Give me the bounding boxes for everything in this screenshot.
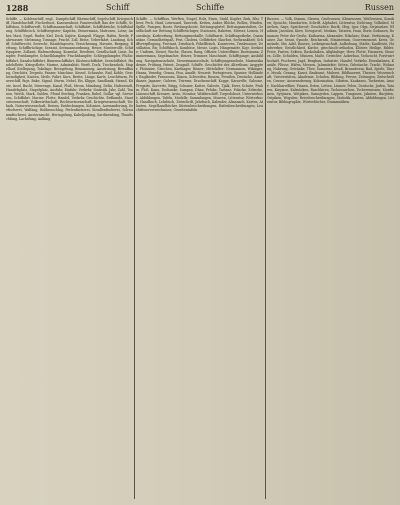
column-heading-middle: Schiffe — [196, 3, 225, 12]
text-column-middle: Schiffe. — Schiffbau, Werften, Stapel, Holz, Eisen, Stahl, Kupfer, Zink, Blei, Theer, Pech, Hanf, Leinwand, Tauwerk, Ketten, Anker, Blöcke, Rollen, Winden, Spille, Pumpen, Boote, Rettungsboote, Rettungsgürtel, Rettungsanstalten, Gesellschaft zur Rettung Schiffbrüchiger, Stationen, Raketen, Mörser, Leinen, Hosenboje, Korbrettung, Rettungsmedaille; Schiffsarzt, Schiffsapotheke, Quarantäne, Gesundheitspaß, Pest, Cholera, Gelbfieber, Skorbut, Seekrankheit; Schiffsverpflegung, Proviant, Zwieback, Pökelfleisch, Konserven, Trinkwasser, Destillation, Eis; Schiffskoch, Kombüse, Messe, Logis, Hängematte, Koje, Seekiste; Uniform, Dienst, Wache, Glasen, Rang, Offizier, Unteroffizier, Bootsmann, Zimmermann, Segelmacher, Heizer, Trimmer, Maschinist, Schiffsjunge; Ausbildung, Navigationsschule, Steuermannsschule, Schiffsjungenschule, Marineakademie, Prüfung, Patent, Zeugniß. Schiffe, Geschichte der, Alterthum: Aegypter, Phönizier, Griechen, Karthager, Römer; Mittelalter: Normannen, Wikinger, Hansa, Venedig, Genua, Pisa, Amalfi; Neuzeit: Portugiesen, Spanier, Holländer, Engländer, Franzosen, Dänen, Schweden, Russen, Preußen, Deutsche, Amerikaner, Japaner; Galeere, Trireme, Drachenschiff, Kogge, Karavelle, Galeone, Fregatte, Korvette, Brigg, Schoner, Kutter, Galeote, Tjalk, Ewer, Schute, Prahm, Floß, Kanu, Dschunke, Sampan, Dhau, Feluke, Tartane, Polacke, Xebecke, Linienschiff, Kreuzer, Aviso, Monitor, Widderschiff, Torpedoboot, Unterseeboot; Abbildungen, Tafeln, Modelle, Sammlungen, Museen, Litteratur, Wörterbuch, Handbuch, Lehrbuch, Zeitschrift, Jahrbuch, Kalender, Almanach, Karten, Atlanten, Segelhandbücher, Küstenbeschreibungen, Hafenbeschreibungen, Leuchtfeuerverzeichnisse, Gezeitentafeln. — [136, 17, 263, 113]
page-header — [6, 2, 394, 14]
column-heading-right: Russen — [364, 3, 394, 12]
text-column-right: Russen. — Volk, Stamm, Slawen, Großrussen, Kleinrussen, Weißrussen, Kosaken; Sprache, Mundarten, Schrift, Alphabet, Litteratur, Dichtung, Volkslied, Märchen, Sage, Sprichwort; Geschichte: Rurik, Oleg, Igor, Olga, Swjatoslaw, Wladimir, Jaroslaw, Kiew, Nowgorod, Moskau, Tataren, Iwan, Boris Godunow, Romanow, Peter der Große, Katharina, Alexander, Nikolaus; Staat, Verfassung, Kaiser, Zar, Senat, Synode, Reichsrath, Ministerium, Gouvernement, Kreis, Gemeinde, Mir, Adel, Bauern, Leibeigenschaft, Aufhebung, Städte, Kaufleute, Handwerker, Geistlichkeit, Kirche, griechisch-orthodox, Klöster, Heilige, Bilder, Feste, Fasten, Sekten, Raskolniken, Altgläubige; Heer, Flotte, Finanzen, Steuern, Zölle, Schulden, Münzen, Maße, Gewichte; Ackerbau, Viehzucht, Forstwirthschaft, Fischerei, Jagd, Bergbau, Industrie, Handel, Verkehr, Eisenbahnen, Kanäle, Flüsse, Häfen, Messen, Jahrmärkte; Sitten, Gebräuche, Tracht, Wohnung, Nahrung, Getränke, Thee, Samowar, Kwaß, Branntwein, Bad, Spiele, Tänze, Musik, Gesang, Kunst, Baukunst, Malerei, Bildhauerei, Theater, Wissenschaft, Universitäten, Akademie, Schulen, Bildung, Presse, Zeitungen, Zeitschriften, Censur; Auswanderung, Kolonisation, Sibirien, Kaukasus, Turkestan, Amur; Nachbarvölker, Finnen, Esten, Letten, Litauer, Polen, Deutsche, Juden, Tataren, Kirgisen, Kalmücken, Baschkiren, Tschuwaschen, Tscheremissen, Mordwinen, Syrjänen, Wotjaken, Samojeden, Lappen, Tungusen, Jakuten, Burjäten, Ostjaken, Wogulen; Reisebeschreibungen, Statistik, Karten, Abbildungen, Litteratur, Bibliographie, Wörterbücher, Grammatiken. — [267, 17, 394, 105]
text-column-left: Schiffe. — Kohlenschiff, engl., Dampfschiff, Rheinschiff, Segelschiff, Kriegsschiff, Handelsschiff, Fischerboot, Kanonenboot, Panzerschiff; Bau der Schiffe, Schiffsbau, Schiffswerft, Schiffsmannschaft, Schiffahrt, Schiffsbrücke, Schiffsladung, Schiffsbruch, Schiffsregister; Kapitän, Steuermann, Matrosen, Lotse; Anker, Mast, Segel, Ruder, Kiel, Deck, Kajüte, Kompaß, Flagge, Hafen, Reede, Fahrwasser, Strömung, Tonnage, Fracht, Zoll, Reise, Ueberfahrt, Landung. Schiff, Schiffsrecht, Seerecht, Handelsgesetz, Versicherung, Havarie, Bergung, Rettung, Schiffbrüchige, Seeamt, Seemannsordnung, Heuer, Musterrolle, Schiffspapiere, Zollamt, Hafenordnung, Konsulat, Reederei, Gesellschaft, Linie, Dampfer, Postdampfer, Schnelldampfer, Frachtdampfer, Schleppdampfer, Flußschiffahrt, Kanalschiffahrt, Binnenschiffahrt, Küstenschiffahrt, Seeschiffahrt, Handelsflotte, Kriegsflotte, Marine, Admiralität, Werft, Dock, Trockendock, Stapellauf, Kiellegung, Takelage, Besegelung, Bemannung, Ausrüstung, Bewaffnung, Geschütz, Torpedo, Panzer, Maschine, Kessel, Schraube, Rad, Kohle, Geschwindigkeit, Knoten, Meile, Fahrt, Kurs, Breite, Länge, Karte, Leuchtturm, Feuerschiff, Boje, Bake, Signal, Sturm, Nebel, Eis, Klippe, Sandbank, Strand, Küste, Insel, Bucht, Meerenge, Kanal, Fluß, Strom, Mündung, Delta, Hafenstadt, Handelsplatz, Stapelplatz, Ausfuhr, Einfuhr, Verkehr, Statistik, Jahr, Zahl, Tonnen, Werth, Mark, Gulden, Pfund Sterling, Franken, Rubel, Dollar; vgl. Seewesen, Schiffahrt, Marine, Flotte, Handel, Verkehr, Geschichte, Erdkunde, Staatswissenschaft, Volkswirthschaft, Rechtswissenschaft, Kriegswissenschaft, Technik, Naturwissenschaft, Reisen, Entdeckungen, Kolonien, Auswanderung, Seefischerei, Walfang, Robbenschlag, Perlenfischerei, Korallenfischerei, Schwammfischerei, Austernzucht, Heringsfang, Kabeljaufang, Sardinenfang, Thunfischfang, Lachsfang, Aalfang. — [6, 17, 133, 121]
column-heading-left: Schiff — [106, 3, 130, 12]
header-rule — [6, 14, 394, 15]
page-number: 1288 — [6, 3, 29, 13]
text-columns — [6, 17, 394, 501]
